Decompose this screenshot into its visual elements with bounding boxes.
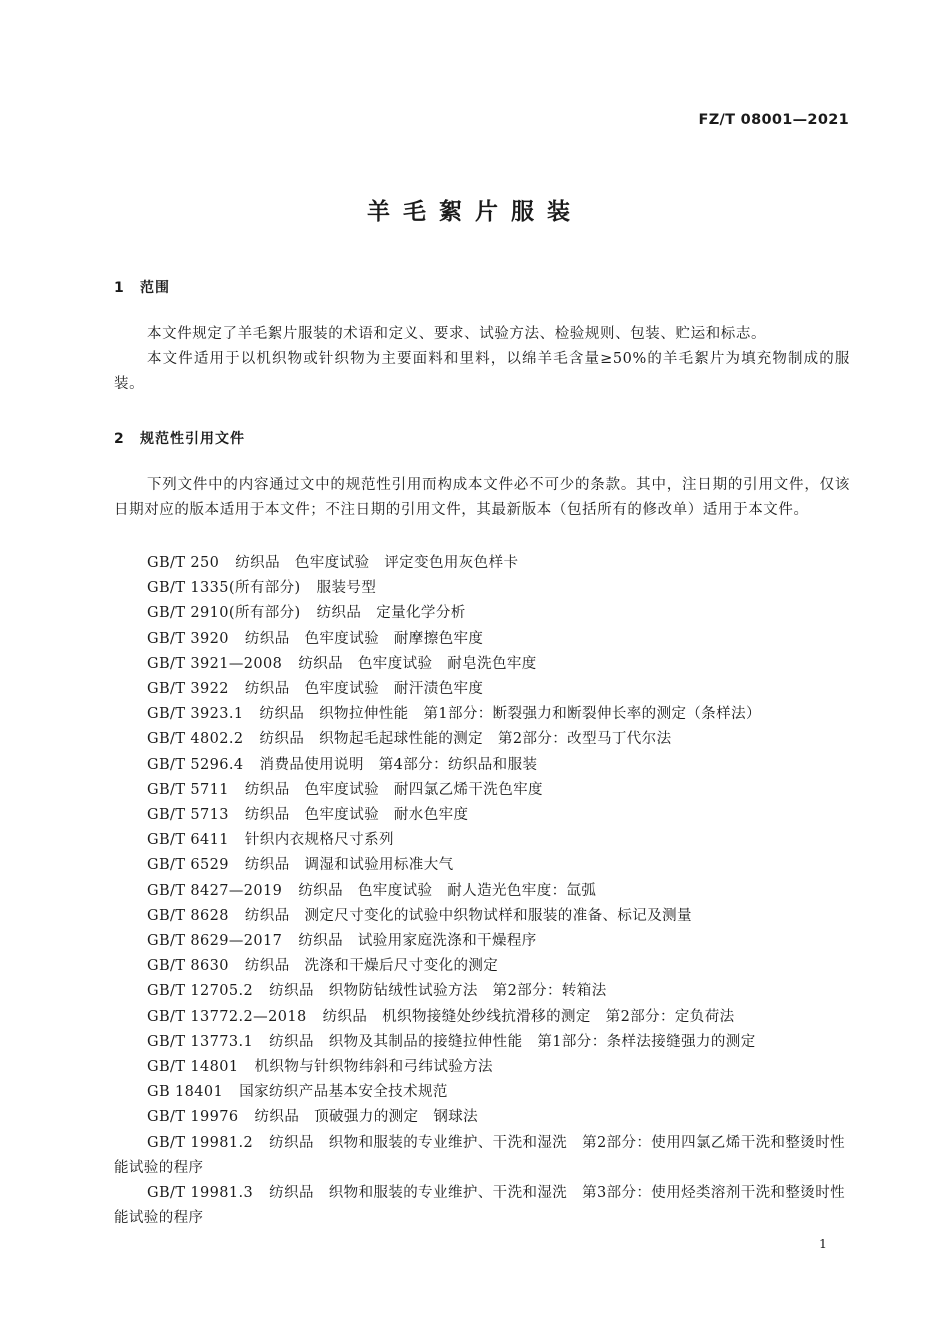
standard-code: FZ/T 08001—2021 [698,112,849,128]
reference-code: GB/T 1335(所有部分) [147,580,301,597]
reference-code: GB/T 6411 [147,832,229,849]
reference-item [114,1080,850,1105]
reference-title: 纺织品 织物起毛起球性能的测定 第2部分：改型马丁代尔法 [259,731,672,748]
page-number: 1 [819,1236,827,1251]
reference-item [114,1005,850,1030]
reference-title: 纺织品 顶破强力的测定 钢球法 [254,1109,479,1126]
reference-item [114,576,850,601]
reference-title: 纺织品 洗涤和干燥后尺寸变化的测定 [244,958,499,975]
reference-title: 消费品使用说明 第4部分：纺织品和服装 [259,756,538,773]
section-1-number: 1 [114,280,124,296]
reference-title: 纺织品 织物和服装的专业维护、干洗和湿洗 第2部分：使用四氯乙烯干洗和整烫时性能试验的程序 [114,1134,845,1176]
reference-code: GB/T 19981.2 [147,1134,254,1151]
reference-item [114,1105,850,1130]
section-2-heading [114,428,245,448]
reference-item [114,1055,850,1080]
reference-item [114,828,850,853]
reference-code: GB/T 5713 [147,807,229,824]
reference-title: 纺织品 色牢度试验 耐水色牢度 [244,807,469,824]
reference-code: GB/T 13772.2—2018 [147,1008,307,1025]
reference-code: GB/T 8628 [147,907,229,924]
reference-code: GB/T 14801 [147,1059,239,1076]
reference-title: 纺织品 定量化学分析 [316,605,466,622]
reference-title: 服装号型 [316,580,377,597]
reference-code: GB/T 8630 [147,958,229,975]
section-2-number: 2 [114,431,124,447]
reference-item [114,853,850,878]
reference-title: 纺织品 机织物接缝处纱线抗滑移的测定 第2部分：定负荷法 [322,1008,735,1025]
reference-item [114,702,850,727]
reference-code: GB/T 2910(所有部分) [147,605,301,622]
reference-item [114,778,850,803]
reference-code: GB/T 3923.1 [147,706,244,723]
reference-code: GB/T 19976 [147,1109,239,1126]
reference-item [114,929,850,954]
reference-item [114,652,850,677]
reference-item [114,677,850,702]
reference-code: GB/T 6529 [147,857,229,874]
reference-code: GB/T 12705.2 [147,983,254,1000]
reference-code: GB/T 3920 [147,630,229,647]
reference-item [114,727,850,752]
reference-title: 机织物与针织物纬斜和弓纬试验方法 [254,1059,493,1076]
references-intro: 下列文件中的内容通过文中的规范性引用而构成本文件必不可少的条款。其中，注日期的引用文件，仅该日期对应的版本适用于本文件；不注日期的引用文件，其最新版本（包括所有的修改单）适用于本文件。 [114,477,850,518]
scope-paragraph-1: 本文件规定了羊毛絮片服装的术语和定义、要求、试验方法、检验规则、包装、贮运和标志。 [147,326,767,342]
section-1-heading [114,277,170,297]
reference-title: 纺织品 调湿和试验用标准大气 [244,857,454,874]
reference-title: 国家纺织产品基本安全技术规范 [239,1084,448,1101]
reference-title: 纺织品 织物及其制品的接缝拉伸性能 第1部分：条样法接缝强力的测定 [269,1033,756,1050]
reference-title: 纺织品 色牢度试验 评定变色用灰色样卡 [235,555,519,571]
section-1-title: 范围 [140,280,170,296]
reference-code: GB/T 4802.2 [147,731,244,748]
reference-code: GB/T 13773.1 [147,1033,254,1050]
reference-code: GB/T 3921—2008 [147,655,283,672]
scope-paragraph-2: 本文件适用于以机织物或针织物为主要面料和里料，以绵羊毛含量≥50%的羊毛絮片为填充物制成的服装。 [114,351,850,392]
reference-code: GB/T 8629—2017 [147,933,283,950]
section-2-title: 规范性引用文件 [140,431,245,447]
reference-title: 纺织品 色牢度试验 耐皂洗色牢度 [298,655,537,672]
reference-item [114,1030,850,1055]
reference-code: GB/T 5711 [147,781,229,798]
reference-item [114,627,850,652]
reference-item [114,1181,850,1231]
reference-title: 纺织品 测定尺寸变化的试验中织物试样和服装的准备、标记及测量 [244,907,692,924]
reference-title: 纺织品 织物防钻绒性试验方法 第2部分：转箱法 [269,983,607,1000]
reference-title: 纺织品 色牢度试验 耐四氯乙烯干洗色牢度 [244,781,543,798]
reference-title: 纺织品 试验用家庭洗涤和干燥程序 [298,933,537,950]
reference-list [114,551,850,1231]
reference-code: GB/T 3922 [147,681,229,698]
reference-item [114,879,850,904]
reference-title: 纺织品 织物和服装的专业维护、干洗和湿洗 第3部分：使用烃类溶剂干洗和整烫时性能试验的程序 [114,1185,845,1227]
reference-title: 纺织品 色牢度试验 耐摩擦色牢度 [244,630,484,647]
document-title: 羊毛絮片服装 [367,199,583,225]
reference-code: GB 18401 [147,1084,224,1101]
reference-title: 纺织品 色牢度试验 耐人造光色牢度：氙弧 [298,882,597,899]
reference-item [114,753,850,778]
reference-title: 针织内衣规格尺寸系列 [244,832,394,849]
reference-title: 纺织品 色牢度试验 耐汗渍色牢度 [244,681,484,698]
reference-code: GB/T 8427—2019 [147,882,283,899]
reference-item [114,601,850,626]
reference-item [114,979,850,1004]
reference-title: 纺织品 织物拉伸性能 第1部分：断裂强力和断裂伸长率的测定（条样法） [259,706,761,723]
reference-code: GB/T 19981.3 [147,1185,254,1202]
reference-item [114,551,850,576]
reference-code: GB/T 5296.4 [147,756,244,773]
reference-item [114,954,850,979]
reference-item [114,803,850,828]
reference-item [114,1131,850,1181]
reference-item [114,904,850,929]
reference-code: GB/T 250 [147,555,220,571]
